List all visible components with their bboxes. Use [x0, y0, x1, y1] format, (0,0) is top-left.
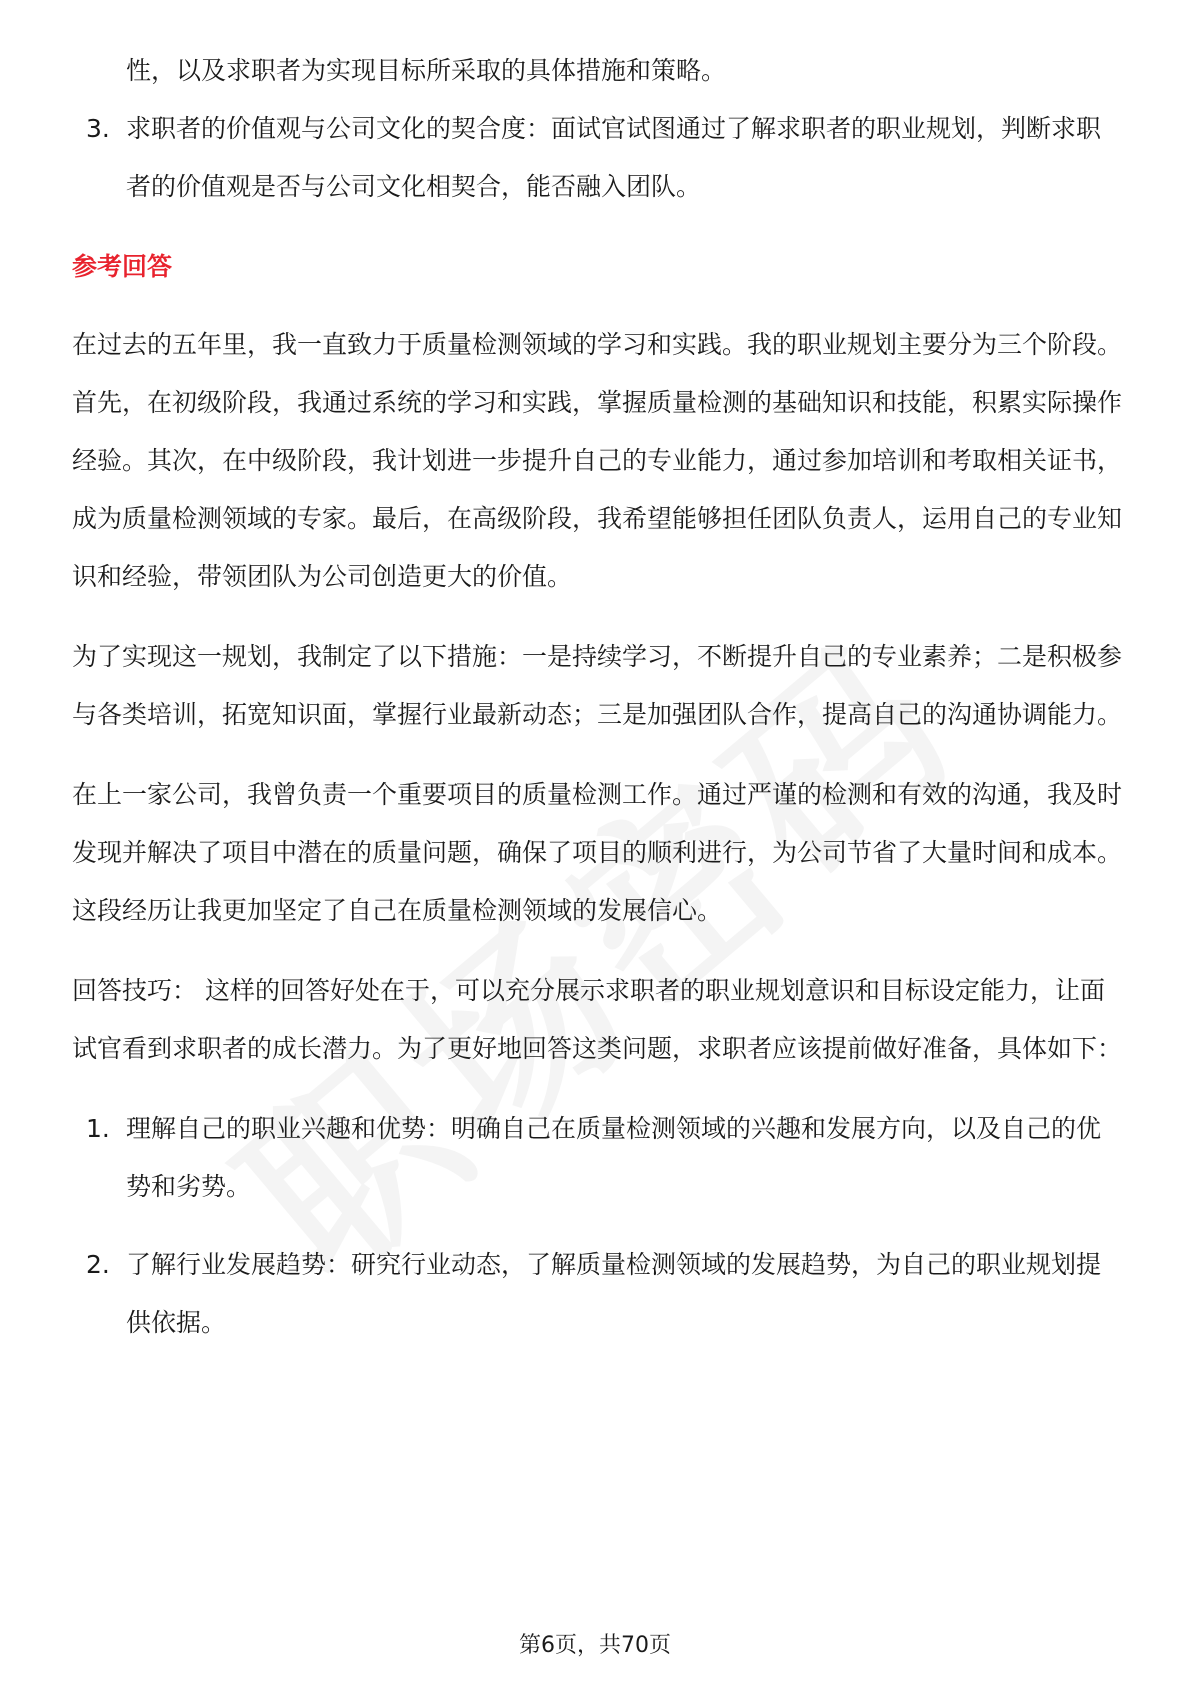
- tips-paragraph: 回答技巧： 这样的回答好处在于，可以充分展示求职者的职业规划意识和目标设定能力，让面试官看到求职者的成长潜力。为了更好地回答这类问题，求职者应该提前做好准备，具体如下：: [72, 976, 1123, 1063]
- list-number: 2.: [86, 1250, 110, 1279]
- list-item: [72, 1100, 1122, 1216]
- list-number: 3.: [86, 114, 110, 143]
- list-item: [72, 1236, 1122, 1352]
- page-content: [72, 42, 1122, 1352]
- section-heading: 参考回答: [72, 252, 173, 281]
- list-item: [72, 100, 1122, 216]
- answer-paragraph: 在过去的五年里，我一直致力于质量检测领域的学习和实践。我的职业规划主要分为三个阶段。首先，在初级阶段，我通过系统的学习和实践，掌握质量检测的基础知识和技能，积累实际操作经验。其次，在中级阶段，我计划进一步提升自己的专业能力，通过参加培训和考取相关证书，成为质量检测领域的专家。最后，在高级阶段，我希望能够担任团队负责人，运用自己的专业知识和经验，带领团队为公司创造更大的价值。: [72, 330, 1123, 591]
- list-text: 理解自己的职业兴趣和优势：明确自己在质量检测领域的兴趣和发展方向，以及自己的优势和劣势。: [126, 1114, 1102, 1201]
- list-text: 求职者的价值观与公司文化的契合度：面试官试图通过了解求职者的职业规划，判断求职者的价值观是否与公司文化相契合，能否融入团队。: [126, 114, 1102, 201]
- answer-paragraph: 为了实现这一规划，我制定了以下措施：一是持续学习，不断提升自己的专业素养；二是积极参与各类培训，拓宽知识面，掌握行业最新动态；三是加强团队合作，提高自己的沟通协调能力。: [72, 642, 1123, 729]
- page-footer: 第6页，共70页: [519, 1633, 671, 1658]
- list-number: 1.: [86, 1114, 110, 1143]
- answer-paragraph: 在上一家公司，我曾负责一个重要项目的质量检测工作。通过严谨的检测和有效的沟通，我及时发现并解决了项目中潜在的质量问题，确保了项目的顺利进行，为公司节省了大量时间和成本。这段经历让我更加坚定了自己在质量检测领域的发展信心。: [72, 780, 1123, 925]
- continuation-text: 性，以及求职者为实现目标所采取的具体措施和策略。: [126, 56, 727, 85]
- list-text: 了解行业发展趋势：研究行业动态，了解质量检测领域的发展趋势，为自己的职业规划提供依据。: [126, 1250, 1102, 1337]
